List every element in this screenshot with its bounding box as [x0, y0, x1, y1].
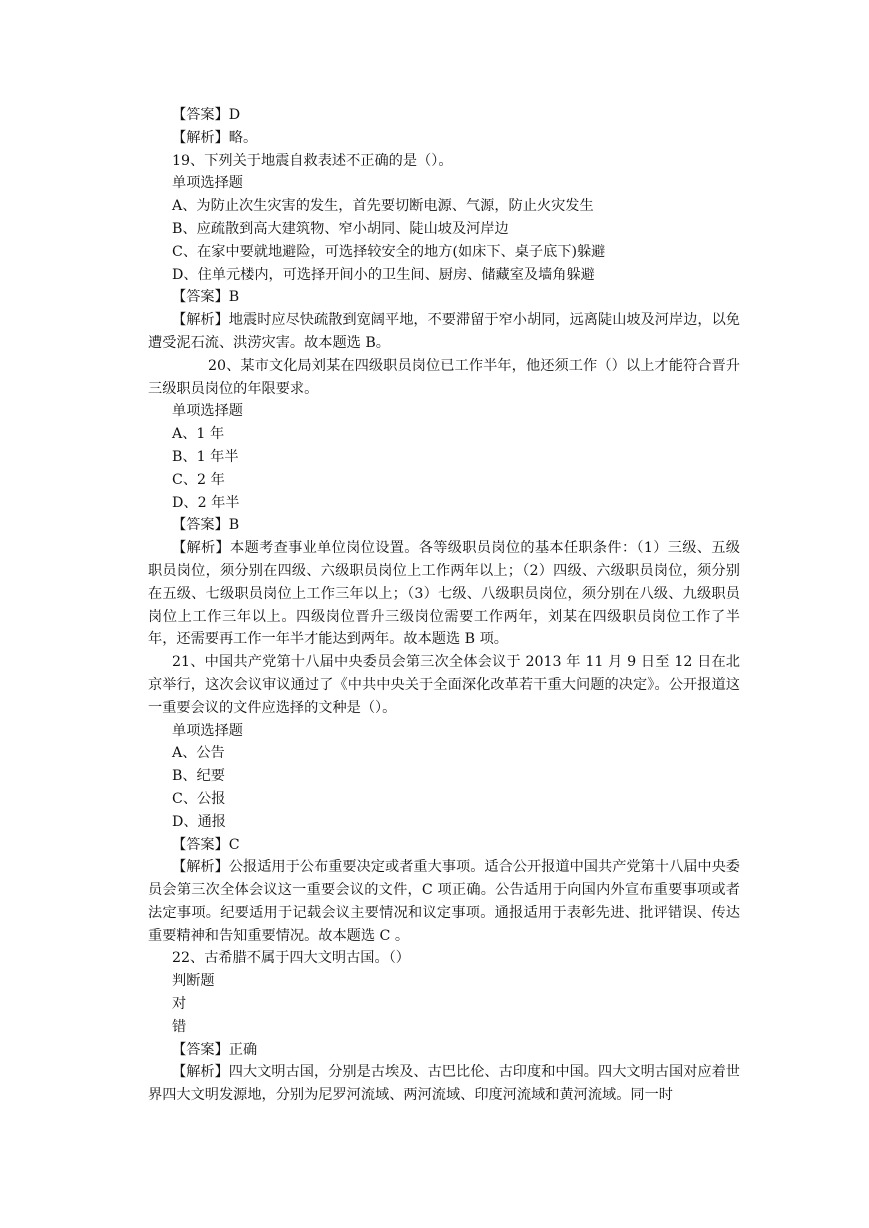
analysis-paragraph: 【解析】地震时应尽快疏散到宽阔平地，不要滞留于窄小胡同，远离陡山坡及河岸边，以免遭受泥石流、洪涝灾害。故本题选 B。: [148, 312, 740, 351]
option-b: B、1 年半: [172, 448, 239, 465]
answer-line: 【答案】C: [172, 836, 240, 853]
document-body: [148, 104, 740, 1107]
option-b: B、纪要: [172, 768, 225, 785]
option-c: C、公报: [172, 790, 226, 807]
analysis-paragraph: 【解析】略。: [172, 129, 258, 146]
answer-line: 【答案】B: [172, 517, 240, 534]
question-21: 21、中国共产党第十八届中央委员会第三次全体会议于 2013 年 11 月 9 日至 12 日在北京举行，这次会议审议通过了《中共中央关于全面深化改革若干重大问题的决定》。公开报道这一重要会议的文件应选择的文种是（）。: [148, 654, 740, 716]
option-c: C、2 年: [172, 471, 225, 488]
option-a: A、1 年: [172, 426, 225, 443]
answer-line: 【答案】B: [172, 289, 240, 306]
question-type: 判断题: [172, 973, 215, 990]
question-type: 单项选择题: [172, 403, 243, 420]
option-d: D、2 年半: [172, 494, 240, 511]
option-d: D、住单元楼内，可选择开间小的卫生间、厨房、储藏室及墙角躲避: [172, 266, 595, 283]
option-c: C、在家中要就地避险，可选择较安全的地方(如床下、桌子底下)躲避: [172, 243, 606, 260]
option-d: D、通报: [172, 813, 226, 830]
answer-line: 【答案】D: [172, 107, 241, 123]
question-19: 19、下列关于地震自救表述不正确的是（）。: [172, 152, 453, 169]
analysis-paragraph: 【解析】本题考查事业单位岗位设置。各等级职员岗位的基本任职条件：（1）三级、五级职员岗位，须分别在四级、六级职员岗位上工作两年以上；（2）四级、六级职员岗位，须分别在五级、七级职员岗位上工作三年以上；（3）七级、八级职员岗位，须分别在八级、九级职员岗位上工作三年以上。四级岗位晋升三级岗位需要工作两年，刘某在四级职员岗位工作了半年，还需要再工作一年半才能达到两年。故本题选 B 项。: [148, 540, 740, 648]
option-true: 对: [172, 996, 187, 1013]
question-22: 22、古希腊不属于四大文明古国。（）: [172, 950, 410, 967]
option-a: A、公告: [172, 745, 225, 762]
question-20: 20、某市文化局刘某在四级职员岗位已工作半年，他还须工作（）以上才能符合晋升三级职员岗位的年限要求。: [148, 357, 740, 397]
option-false: 错: [172, 1018, 187, 1035]
question-type: 单项选择题: [172, 175, 243, 192]
option-a: A、为防止次生灾害的发生，首先要切断电源、气源，防止火灾发生: [172, 198, 594, 215]
option-b: B、应疏散到高大建筑物、窄小胡同、陡山坡及河岸边: [172, 220, 509, 237]
analysis-paragraph: 【解析】公报适用于公布重要决定或者重大事项。适合公开报道中国共产党第十八届中央委员会第三次全体会议这一重要会议的文件，C 项正确。公告适用于向国内外宣布重要事项或者法定事项。纪要适用于记载会议主要情况和议定事项。通报适用于表彰先进、批评错误、传达重要精神和告知重要情况。故本题选 C 。: [148, 859, 740, 944]
answer-line: 【答案】正确: [172, 1041, 258, 1058]
analysis-paragraph: 【解析】四大文明古国，分别是古埃及、古巴比伦、古印度和中国。四大文明古国对应着世界四大文明发源地，分别为尼罗河流域、两河流域、印度河流域和黄河流域。同一时: [148, 1064, 740, 1104]
question-type: 单项选择题: [172, 722, 243, 739]
